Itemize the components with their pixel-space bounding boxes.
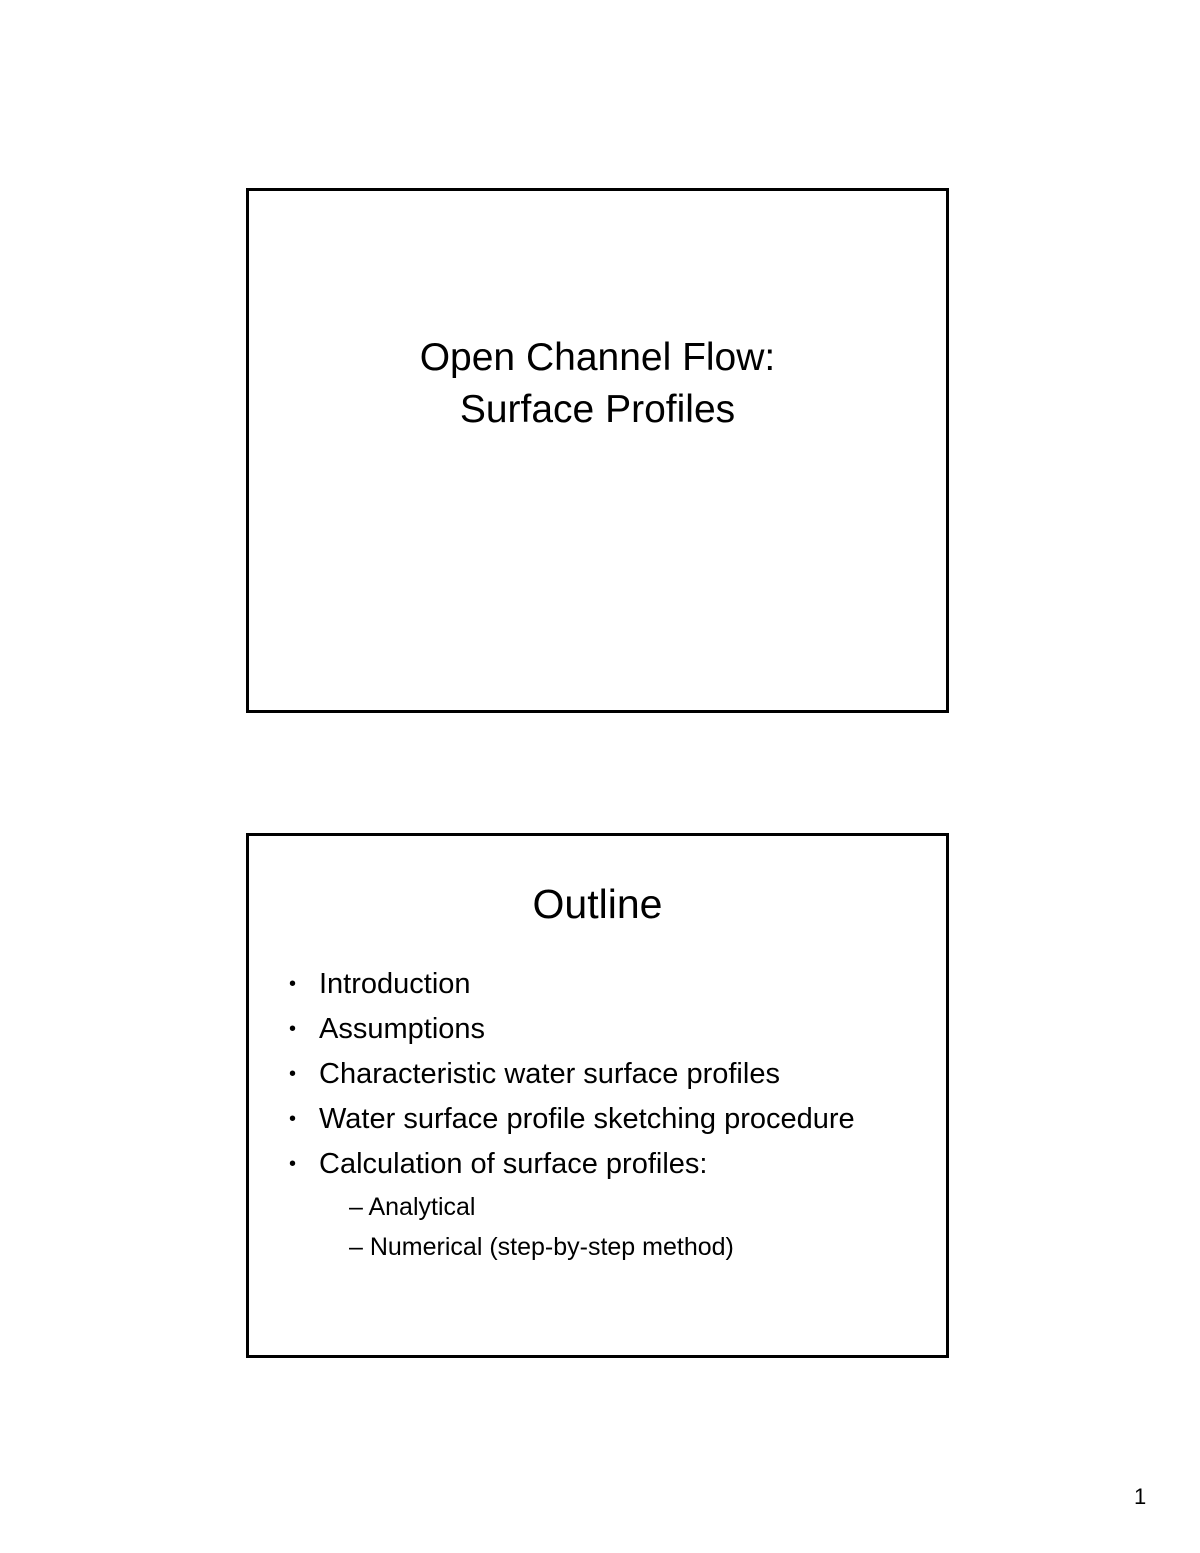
bullet-icon: • — [289, 1018, 297, 1040]
bullet-icon: • — [289, 973, 297, 995]
list-item — [289, 1007, 855, 1052]
slide-outline — [246, 833, 949, 1358]
sub-list-item: – Analytical — [349, 1193, 476, 1221]
page-number: 1 — [1134, 1484, 1147, 1509]
bullet-icon: • — [289, 1063, 297, 1085]
list-item — [289, 1097, 855, 1142]
list-item-text: Characteristic water surface profiles — [319, 1058, 780, 1090]
list-item-text: Assumptions — [319, 1013, 486, 1045]
title-line-2: Surface Profiles — [459, 388, 736, 431]
list-item — [289, 962, 855, 1007]
outline-heading: Outline — [532, 881, 663, 927]
title-line-1: Open Channel Flow: — [419, 336, 776, 379]
slide-title — [246, 188, 949, 713]
list-item-text: Introduction — [319, 968, 471, 1000]
list-item — [289, 1142, 855, 1267]
list-item-text: Water surface profile sketching procedure — [319, 1103, 855, 1135]
bullet-icon: • — [289, 1108, 297, 1130]
slide-title-text — [249, 332, 946, 436]
list-item-text: Calculation of surface profiles: — [319, 1148, 708, 1180]
outline-list — [289, 962, 855, 1267]
sub-list — [319, 1187, 855, 1267]
list-item — [289, 1052, 855, 1097]
sub-list-item: – Numerical (step-by-step method) — [349, 1233, 734, 1261]
bullet-icon: • — [289, 1153, 297, 1175]
